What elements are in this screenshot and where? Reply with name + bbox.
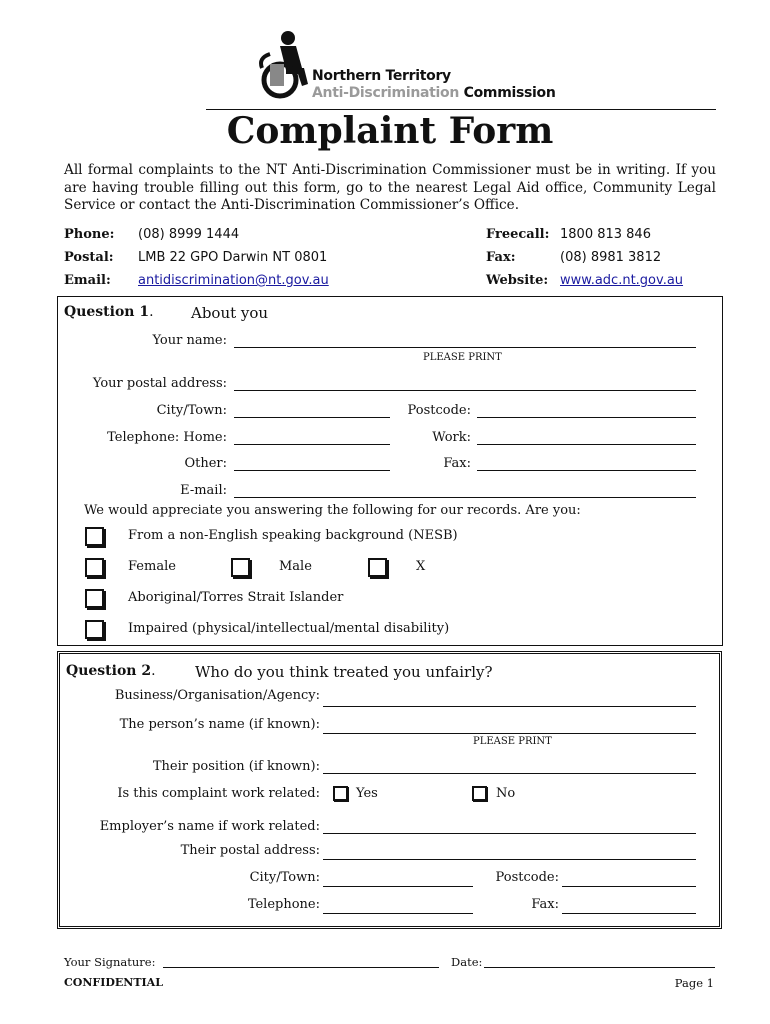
work-field[interactable] bbox=[477, 444, 696, 445]
freecall-label: Freecall: bbox=[486, 227, 550, 242]
tel-home-label: Telephone: Home: bbox=[107, 430, 227, 445]
other-field[interactable] bbox=[234, 470, 390, 471]
other-label: Other: bbox=[184, 456, 227, 471]
fax-q1-label: Fax: bbox=[443, 456, 471, 471]
x-checkbox[interactable] bbox=[368, 558, 387, 577]
city-field[interactable] bbox=[234, 417, 390, 418]
male-label: Male bbox=[279, 559, 312, 574]
logo bbox=[256, 28, 556, 104]
q2-city-label: City/Town: bbox=[249, 870, 320, 885]
date-field[interactable] bbox=[484, 967, 715, 968]
work-related-label: Is this complaint work related: bbox=[117, 786, 320, 801]
q2-postcode-label: Postcode: bbox=[495, 870, 559, 885]
please-print-note-2: PLEASE PRINT bbox=[473, 736, 552, 747]
freecall-value: 1800 813 846 bbox=[560, 227, 651, 242]
fax-label: Fax: bbox=[486, 250, 516, 265]
postal-address-label: Your postal address: bbox=[92, 376, 227, 391]
position-label: Their position (if known): bbox=[152, 759, 320, 774]
org-name-line2b: Commission bbox=[463, 85, 556, 101]
q2-fax-field[interactable] bbox=[562, 913, 696, 914]
q2-telephone-label: Telephone: bbox=[247, 897, 320, 912]
employer-label: Employer’s name if work related: bbox=[99, 819, 320, 834]
no-label: No bbox=[496, 786, 516, 801]
page-number: Page 1 bbox=[674, 976, 714, 990]
postcode-field[interactable] bbox=[477, 417, 696, 418]
q2-telephone-field[interactable] bbox=[323, 913, 473, 914]
employer-field[interactable] bbox=[323, 833, 696, 834]
email-q1-field[interactable] bbox=[234, 497, 696, 498]
fax-value: (08) 8981 3812 bbox=[560, 250, 662, 265]
female-label: Female bbox=[128, 559, 176, 574]
postal-value: LMB 22 GPO Darwin NT 0801 bbox=[138, 250, 328, 265]
your-name-label: Your name: bbox=[152, 333, 227, 348]
tel-home-field[interactable] bbox=[234, 444, 390, 445]
website-label: Website: bbox=[486, 273, 549, 288]
confidential-label: CONFIDENTIAL bbox=[64, 976, 163, 989]
org-name-line1: Northern Territory bbox=[312, 68, 451, 84]
city-label: City/Town: bbox=[156, 403, 227, 418]
website-link[interactable]: www.adc.nt.gov.au bbox=[560, 273, 684, 288]
email-link[interactable]: antidiscrimination@nt.gov.au bbox=[138, 273, 329, 288]
q2-city-field[interactable] bbox=[323, 886, 473, 887]
yes-label: Yes bbox=[356, 786, 378, 801]
aboriginal-checkbox[interactable] bbox=[85, 589, 104, 608]
work-label: Work: bbox=[432, 430, 471, 445]
question-2-title: Who do you think treated you unfairly? bbox=[195, 663, 493, 681]
please-print-note: PLEASE PRINT bbox=[423, 352, 502, 363]
nesb-checkbox[interactable] bbox=[85, 527, 104, 546]
page-title: Complaint Form bbox=[226, 110, 554, 152]
signature-field[interactable] bbox=[163, 967, 439, 968]
phone-value: (08) 8999 1444 bbox=[138, 227, 240, 242]
intro-text: All formal complaints to the NT Anti-Discrimination Commissioner must be in writing. If you are having trouble filling out this form, go to the nearest Legal Aid office, Community Legal Service or contact the Anti-Discrimination Commissioner’s Office. bbox=[64, 162, 716, 213]
your-name-field[interactable] bbox=[234, 347, 696, 348]
impaired-checkbox[interactable] bbox=[85, 620, 104, 639]
records-text: We would appreciate you answering the following for our records. Are you: bbox=[84, 503, 581, 518]
their-postal-label: Their postal address: bbox=[180, 843, 320, 858]
aboriginal-label: Aboriginal/Torres Strait Islander bbox=[128, 590, 344, 605]
question-1-title: About you bbox=[191, 304, 269, 322]
postal-label: Postal: bbox=[64, 250, 114, 265]
date-label: Date: bbox=[451, 955, 483, 969]
person-label: The person’s name (if known): bbox=[119, 717, 320, 732]
phone-label: Phone: bbox=[64, 227, 115, 242]
impaired-label: Impaired (physical/intellectual/mental disability) bbox=[128, 621, 450, 636]
fax-q1-field[interactable] bbox=[477, 470, 696, 471]
position-field[interactable] bbox=[323, 773, 696, 774]
q2-fax-label: Fax: bbox=[531, 897, 559, 912]
wheelchair-figure-icon bbox=[256, 28, 316, 104]
their-postal-field[interactable] bbox=[323, 859, 696, 860]
male-checkbox[interactable] bbox=[231, 558, 250, 577]
question-2-number: Question 2 bbox=[66, 663, 152, 679]
postal-address-field[interactable] bbox=[234, 390, 696, 391]
no-checkbox[interactable] bbox=[472, 786, 487, 801]
person-field[interactable] bbox=[323, 733, 696, 734]
nesb-label: From a non-English speaking background (NESB) bbox=[128, 528, 458, 543]
signature-label: Your Signature: bbox=[64, 955, 156, 969]
female-checkbox[interactable] bbox=[85, 558, 104, 577]
org-name-line2a: Anti-Discrimination bbox=[312, 85, 460, 101]
q2-postcode-field[interactable] bbox=[562, 886, 696, 887]
business-label: Business/Organisation/Agency: bbox=[114, 688, 320, 703]
yes-checkbox[interactable] bbox=[333, 786, 348, 801]
x-label: X bbox=[416, 559, 426, 574]
email-label: Email: bbox=[64, 273, 111, 288]
question-1-number: Question 1 bbox=[64, 304, 150, 320]
postcode-label: Postcode: bbox=[407, 403, 471, 418]
business-field[interactable] bbox=[323, 706, 696, 707]
email-q1-label: E-mail: bbox=[180, 483, 227, 498]
